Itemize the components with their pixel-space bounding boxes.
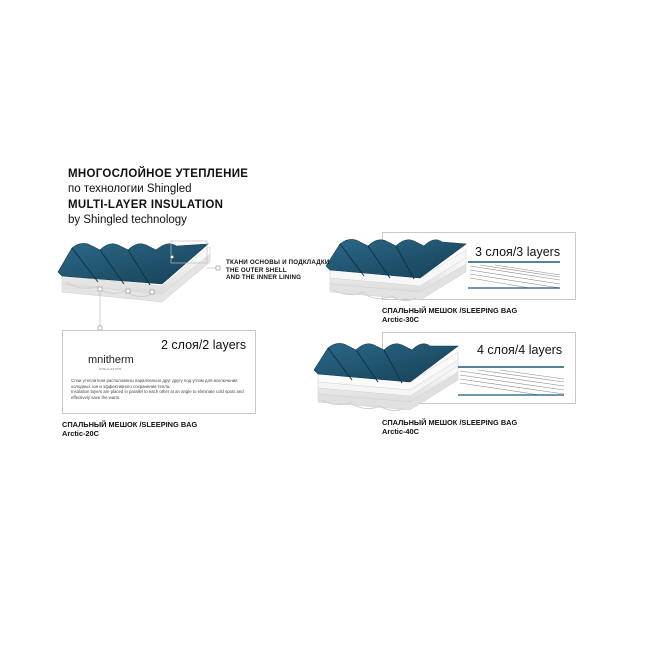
logo-wordmark: mnitherm xyxy=(88,354,134,366)
title-en-heading: MULTI-LAYER INSULATION xyxy=(68,199,224,211)
title-ru-sub: по технологии Shingled xyxy=(68,183,192,195)
caption-arctic-20 xyxy=(62,420,197,438)
panel-2-layers xyxy=(62,330,256,414)
caption-2-line-1: СПАЛЬНЫЙ МЕШОК /SLEEPING BAG xyxy=(62,420,198,429)
layers-label-4: 4 слоя/4 layers xyxy=(477,343,563,357)
description-ru: Слои утеплителя расположены параллельно друг другу под углом для исключения холодных зон и эффективного сохранения тепла. xyxy=(71,378,238,389)
callout-line-3: AND THE INNER LINING xyxy=(226,274,302,281)
panel-description xyxy=(71,378,249,400)
right-bottom-insulation-illustration xyxy=(314,343,564,410)
logo-subtitle: INSULATION xyxy=(99,367,122,371)
callout-text xyxy=(226,259,329,282)
callout-line-1: ТКАНИ ОСНОВЫ И ПОДКЛАДКИ xyxy=(226,259,330,266)
caption-4-line-2: Arctic-40C xyxy=(382,427,419,436)
title-en-sub: by Shingled technology xyxy=(68,214,187,226)
caption-2-line-2: Arctic-20C xyxy=(62,429,99,438)
right-top-insulation-illustration xyxy=(326,239,560,300)
caption-3-line-1: СПАЛЬНЫЙ МЕШОК /SLEEPING BAG xyxy=(382,306,518,315)
caption-arctic-40 xyxy=(382,418,517,436)
layers-label-2: 2 слоя/2 layers xyxy=(161,338,247,352)
left-insulation-illustration xyxy=(58,241,220,330)
description-en: Insulation layers are placed in parallel to each other at an angle to eliminate cold spots and effectively save the warm. xyxy=(71,389,244,400)
layers-label-3: 3 слоя/3 layers xyxy=(475,245,561,259)
callout-line-2: THE OUTER SHELL xyxy=(226,266,287,274)
caption-4-line-1: СПАЛЬНЫЙ МЕШОК /SLEEPING BAG xyxy=(382,418,518,427)
caption-3-line-2: Arctic-30C xyxy=(382,315,419,324)
title-ru-heading: МНОГОСЛОЙНОЕ УТЕПЛЕНИЕ xyxy=(68,168,249,180)
caption-arctic-30 xyxy=(382,306,517,324)
